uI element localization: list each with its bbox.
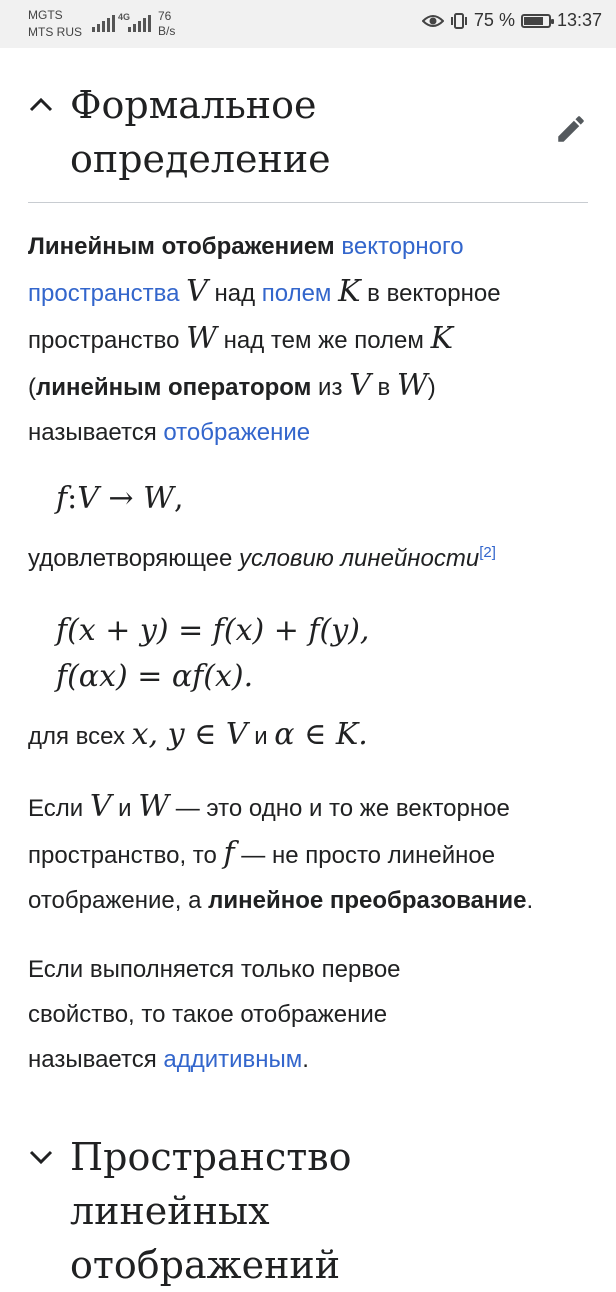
math-W: W xyxy=(186,321,217,356)
section-title-line1: Формальное xyxy=(70,83,317,127)
bold-term: Линейным отображением xyxy=(28,233,335,260)
battery-percent: 75 % xyxy=(473,10,515,30)
formula-f: f xyxy=(56,481,68,516)
eye-comfort-icon xyxy=(422,14,444,28)
math-W2: W xyxy=(396,368,428,403)
section-title-line2: определение xyxy=(70,137,331,181)
text-v: в xyxy=(370,374,397,401)
section-title-2 xyxy=(70,1130,352,1292)
link-mapping[interactable]: отображение xyxy=(163,419,311,446)
carrier-info xyxy=(28,7,82,41)
formula-W: W xyxy=(143,481,174,516)
text-prostranstvo: пространство xyxy=(28,327,187,354)
for-all-paragraph xyxy=(28,712,588,759)
formula-comma: , xyxy=(173,481,184,516)
definition-paragraph xyxy=(28,224,588,455)
section2-title-line1: Пространство xyxy=(70,1135,352,1179)
status-right xyxy=(422,10,602,31)
formula-colon: : xyxy=(67,481,78,516)
link-field[interactable]: полем xyxy=(261,280,332,307)
formula-V: V xyxy=(77,481,99,516)
text-satisfying: удовлетворяющее xyxy=(28,545,240,572)
math-V2: V xyxy=(349,368,371,403)
section-header-linear-maps-space[interactable] xyxy=(28,1130,352,1292)
math-V: V xyxy=(186,274,208,309)
math-V3: V xyxy=(89,789,112,824)
section-header-formal-definition[interactable] xyxy=(28,78,331,186)
text-for-all: для всех xyxy=(28,723,132,750)
math-alpha-in-K: α ∈ K. xyxy=(274,717,368,752)
formula-mapping xyxy=(56,476,184,522)
section2-title-line3: отображений xyxy=(70,1243,341,1287)
bold-operator: линейным оператором xyxy=(36,374,312,401)
network-type: 4G xyxy=(118,12,131,22)
link-vector-space-1[interactable]: векторного xyxy=(341,233,464,260)
battery-fill xyxy=(524,17,544,25)
text-same-space: — это одно и то же векторное xyxy=(169,795,510,822)
formula-homogeneity: f(αx) = αf(x). xyxy=(56,659,254,694)
text-iz: из xyxy=(311,374,350,401)
section-title xyxy=(70,78,331,186)
linearity-paragraph xyxy=(28,536,588,581)
status-bar xyxy=(0,0,616,48)
carrier-2: MTS RUS xyxy=(28,25,82,39)
section2-title-line2: линейных xyxy=(70,1189,270,1233)
speed-unit: B/s xyxy=(158,24,176,38)
divider xyxy=(28,202,588,203)
link-additive[interactable]: аддитивным xyxy=(163,1046,303,1073)
reference-link[interactable]: [2] xyxy=(479,544,496,561)
paren-close: ) xyxy=(427,374,436,401)
text-nazyvaetsya: называется xyxy=(28,419,164,446)
text-if: Если xyxy=(28,795,90,822)
text-only-first: Если выполняется только первое xyxy=(28,956,401,983)
text-called: называется xyxy=(28,1046,164,1073)
math-f: f xyxy=(223,836,235,871)
text-period: . xyxy=(526,887,534,914)
chevron-up-icon[interactable] xyxy=(28,92,54,118)
math-K: K xyxy=(338,274,361,309)
text-nad-tem-zhe: над тем же полем xyxy=(216,327,431,354)
text-and: и xyxy=(247,723,275,750)
signal-strength-2-icon xyxy=(128,14,151,32)
link-vector-space-2[interactable]: пространства xyxy=(28,280,180,307)
math-W3: W xyxy=(138,789,170,824)
additive-paragraph xyxy=(28,947,588,1082)
italic-linearity: условию линейности xyxy=(239,545,480,572)
math-K2: K xyxy=(430,321,453,356)
text-period2: . xyxy=(302,1046,309,1073)
carrier-1: MGTS xyxy=(28,8,63,22)
chevron-down-icon[interactable] xyxy=(28,1144,54,1170)
formula-arrow: → xyxy=(98,481,144,516)
bold-linear-transformation: линейное преобразование xyxy=(208,887,527,914)
text-and2: и xyxy=(111,795,139,822)
speed-value: 76 xyxy=(158,9,172,23)
reference-sup xyxy=(479,544,496,561)
formula-linearity xyxy=(56,608,369,700)
text-mapping-a: отображение, а xyxy=(28,887,209,914)
signal-strength-icon xyxy=(92,14,115,32)
text-property: свойство, то такое отображение xyxy=(28,1001,388,1028)
network-speed xyxy=(158,9,175,39)
clock: 13:37 xyxy=(556,10,602,30)
text-v-vektornoe: в векторное xyxy=(360,280,501,307)
formula-additivity: f(x + y) = f(x) + f(y), xyxy=(56,613,370,648)
battery-icon xyxy=(521,14,551,28)
text-nad: над xyxy=(207,280,262,307)
paren-open: ( xyxy=(28,374,36,401)
math-xy-in-V: x, y ∈ V xyxy=(131,717,248,752)
vibrate-icon xyxy=(450,12,468,30)
pencil-icon[interactable] xyxy=(554,112,588,146)
text-space-then: пространство, то xyxy=(28,842,224,869)
text-not-just: — не просто линейное xyxy=(234,842,496,869)
transformation-paragraph xyxy=(28,784,588,923)
